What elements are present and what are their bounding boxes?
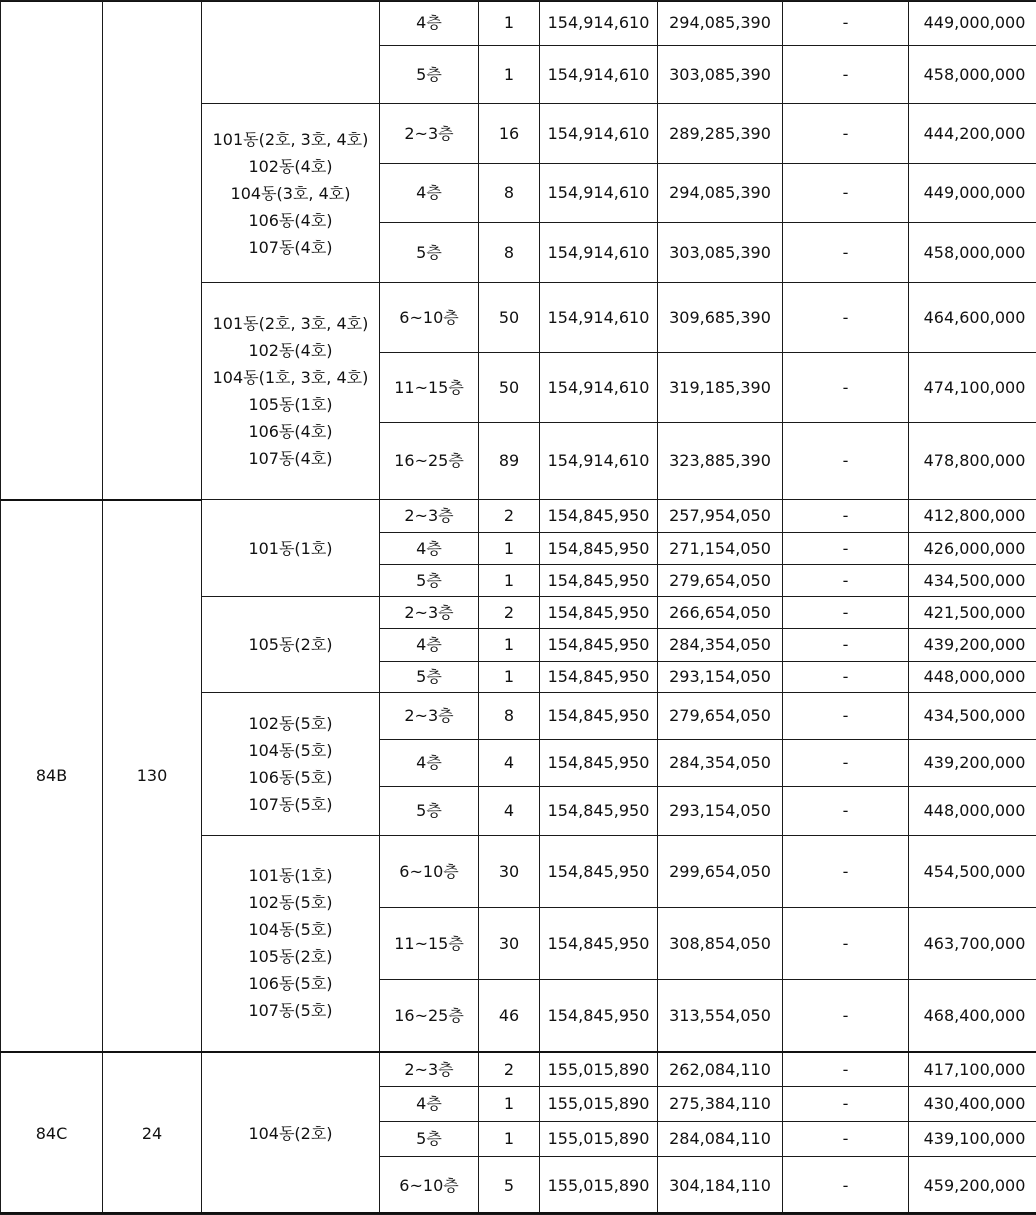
vat-cell: - [783,1052,909,1087]
floor-cell: 6~10층 [380,283,479,353]
building-price-cell: 284,354,050 [658,740,783,787]
floor-cell: 4층 [380,629,479,662]
building-line: 102동(5호) [248,893,333,913]
land-price-cell: 154,914,610 [540,164,658,223]
floor-cell: 16~25층 [380,980,479,1052]
count-cell: 46 [479,980,540,1052]
building-line: 101동(1호) [248,866,333,886]
floor-cell: 5층 [380,565,479,597]
unit-count-cell [103,1,202,500]
building-line: 107동(5호) [248,1001,333,1021]
building-price-cell: 313,554,050 [658,980,783,1052]
count-cell: 2 [479,597,540,629]
building-cell [202,836,380,1052]
floor-cell: 4층 [380,1,479,46]
total-price-cell: 474,100,000 [909,353,1036,423]
vat-cell: - [783,1122,909,1157]
vat-cell: - [783,836,909,908]
vat-cell: - [783,423,909,500]
floor-cell: 4층 [380,533,479,565]
count-cell: 1 [479,629,540,662]
floor-cell: 6~10층 [380,1157,479,1215]
floor-cell: 2~3층 [380,1052,479,1087]
count-cell: 8 [479,223,540,283]
floor-cell: 5층 [380,1122,479,1157]
building-cell [202,597,380,693]
building-line: 106동(4호) [248,422,333,441]
building-line: 105동(2호) [248,947,333,967]
total-price-cell: 459,200,000 [909,1157,1036,1215]
building-price-cell: 284,354,050 [658,629,783,662]
building-price-cell: 303,085,390 [658,46,783,104]
total-price-cell: 463,700,000 [909,908,1036,980]
vat-cell: - [783,662,909,693]
total-price-cell: 449,000,000 [909,164,1036,223]
building-line: 104동(3호, 4호) [230,183,351,203]
building-price-cell: 323,885,390 [658,423,783,500]
count-cell: 30 [479,836,540,908]
building-cell [202,693,380,836]
land-price-cell: 155,015,890 [540,1087,658,1122]
total-price-cell: 421,500,000 [909,597,1036,629]
land-price-cell: 155,015,890 [540,1122,658,1157]
vat-cell: - [783,223,909,283]
vat-cell: - [783,500,909,533]
unit-count-cell: 24 [103,1052,202,1215]
land-price-cell: 154,845,950 [540,500,658,533]
building-price-cell: 294,085,390 [658,1,783,46]
count-cell: 2 [479,500,540,533]
building-cell [202,500,380,597]
building-price-cell: 279,654,050 [658,693,783,740]
table-row [1,1,1036,46]
building-price-cell: 257,954,050 [658,500,783,533]
building-line: 107동(4호) [248,237,333,257]
land-price-cell: 154,914,610 [540,46,658,104]
vat-cell: - [783,629,909,662]
vat-cell: - [783,104,909,164]
building-cell [202,1052,380,1215]
total-price-cell: 449,000,000 [909,1,1036,46]
land-price-cell: 154,845,950 [540,597,658,629]
building-line: 102동(4호) [248,156,333,176]
floor-cell: 5층 [380,223,479,283]
total-price-cell: 417,100,000 [909,1052,1036,1087]
count-cell: 89 [479,423,540,500]
land-price-cell: 154,914,610 [540,283,658,353]
total-price-cell: 412,800,000 [909,500,1036,533]
building-line: 101동(2호, 3호, 4호) [212,129,369,149]
land-price-cell: 154,845,950 [540,908,658,980]
land-price-cell: 155,015,890 [540,1157,658,1215]
total-price-cell: 478,800,000 [909,423,1036,500]
count-cell: 4 [479,740,540,787]
count-cell: 8 [479,693,540,740]
type-cell [1,1,103,500]
land-price-cell: 154,845,950 [540,787,658,836]
building-line: 101동(2호, 3호, 4호) [212,314,369,333]
count-cell: 2 [479,1052,540,1087]
floor-cell: 4층 [380,740,479,787]
count-cell: 50 [479,283,540,353]
total-price-cell: 430,400,000 [909,1087,1036,1122]
floor-cell: 16~25층 [380,423,479,500]
land-price-cell: 154,845,950 [540,740,658,787]
land-price-cell: 154,845,950 [540,662,658,693]
land-price-cell: 154,845,950 [540,693,658,740]
building-price-cell: 308,854,050 [658,908,783,980]
floor-cell: 2~3층 [380,693,479,740]
vat-cell: - [783,740,909,787]
unit-count-cell: 130 [103,500,202,1052]
building-cell [202,1,380,104]
land-price-cell: 154,845,950 [540,629,658,662]
floor-cell: 11~15층 [380,908,479,980]
building-cell [202,104,380,283]
building-price-cell: 303,085,390 [658,223,783,283]
count-cell: 5 [479,1157,540,1215]
building-price-cell: 293,154,050 [658,662,783,693]
table-bottom-border [0,1212,1036,1214]
land-price-cell: 154,914,610 [540,423,658,500]
type-cell: 84B [1,500,103,1052]
vat-cell: - [783,908,909,980]
count-cell: 1 [479,565,540,597]
building-line: 107동(4호) [248,449,333,468]
vat-cell: - [783,1157,909,1215]
count-cell: 1 [479,1122,540,1157]
vat-cell: - [783,597,909,629]
land-price-cell: 154,845,950 [540,980,658,1052]
total-price-cell: 434,500,000 [909,565,1036,597]
building-line: 105동(2호) [248,635,333,654]
building-price-cell: 319,185,390 [658,353,783,423]
total-price-cell: 439,200,000 [909,740,1036,787]
total-price-cell: 464,600,000 [909,283,1036,353]
vat-cell: - [783,693,909,740]
type-cell: 84C [1,1052,103,1215]
vat-cell: - [783,1087,909,1122]
total-price-cell: 439,200,000 [909,629,1036,662]
building-price-cell: 293,154,050 [658,787,783,836]
building-line: 101동(1호) [248,538,333,558]
table-row [1,1052,1036,1087]
building-line: 106동(5호) [248,768,333,787]
building-cell [202,283,380,500]
vat-cell: - [783,565,909,597]
building-price-cell: 266,654,050 [658,597,783,629]
count-cell: 50 [479,353,540,423]
total-price-cell: 458,000,000 [909,223,1036,283]
floor-cell: 6~10층 [380,836,479,908]
vat-cell: - [783,283,909,353]
building-price-cell: 271,154,050 [658,533,783,565]
count-cell: 8 [479,164,540,223]
land-price-cell: 154,914,610 [540,223,658,283]
floor-cell: 5층 [380,662,479,693]
price-table-body [1,1,1036,1215]
building-line: 102동(4호) [248,341,333,360]
floor-cell: 5층 [380,787,479,836]
building-line: 106동(5호) [248,974,333,994]
floor-cell: 11~15층 [380,353,479,423]
land-price-cell: 154,914,610 [540,1,658,46]
land-price-cell: 155,015,890 [540,1052,658,1087]
total-price-cell: 439,100,000 [909,1122,1036,1157]
building-line: 105동(1호) [248,395,333,414]
building-price-cell: 299,654,050 [658,836,783,908]
vat-cell: - [783,353,909,423]
building-line: 102동(5호) [248,714,333,733]
floor-cell: 2~3층 [380,597,479,629]
count-cell: 30 [479,908,540,980]
vat-cell: - [783,1,909,46]
count-cell: 16 [479,104,540,164]
land-price-cell: 154,845,950 [540,836,658,908]
total-price-cell: 426,000,000 [909,533,1036,565]
total-price-cell: 434,500,000 [909,693,1036,740]
floor-cell: 4층 [380,164,479,223]
building-price-cell: 309,685,390 [658,283,783,353]
building-price-cell: 294,085,390 [658,164,783,223]
total-price-cell: 448,000,000 [909,662,1036,693]
building-line: 104동(5호) [248,920,333,940]
building-line: 104동(1호, 3호, 4호) [212,368,369,387]
land-price-cell: 154,845,950 [540,533,658,565]
floor-cell: 2~3층 [380,104,479,164]
vat-cell: - [783,164,909,223]
building-line: 106동(4호) [248,210,333,230]
count-cell: 1 [479,533,540,565]
total-price-cell: 468,400,000 [909,980,1036,1052]
land-price-cell: 154,914,610 [540,353,658,423]
building-line: 104동(2호) [248,1123,333,1143]
table-row [1,500,1036,533]
vat-cell: - [783,787,909,836]
total-price-cell: 454,500,000 [909,836,1036,908]
building-price-cell: 275,384,110 [658,1087,783,1122]
count-cell: 1 [479,46,540,104]
floor-cell: 2~3층 [380,500,479,533]
building-line: 107동(5호) [248,795,333,814]
vat-cell: - [783,533,909,565]
building-price-cell: 304,184,110 [658,1157,783,1215]
count-cell: 1 [479,1,540,46]
building-price-cell: 284,084,110 [658,1122,783,1157]
count-cell: 1 [479,662,540,693]
count-cell: 1 [479,1087,540,1122]
floor-cell: 5층 [380,46,479,104]
total-price-cell: 448,000,000 [909,787,1036,836]
building-price-cell: 289,285,390 [658,104,783,164]
land-price-cell: 154,914,610 [540,104,658,164]
building-price-cell: 279,654,050 [658,565,783,597]
floor-cell: 4층 [380,1087,479,1122]
count-cell: 4 [479,787,540,836]
total-price-cell: 458,000,000 [909,46,1036,104]
building-line: 104동(5호) [248,741,333,760]
land-price-cell: 154,845,950 [540,565,658,597]
building-price-cell: 262,084,110 [658,1052,783,1087]
vat-cell: - [783,46,909,104]
total-price-cell: 444,200,000 [909,104,1036,164]
vat-cell: - [783,980,909,1052]
